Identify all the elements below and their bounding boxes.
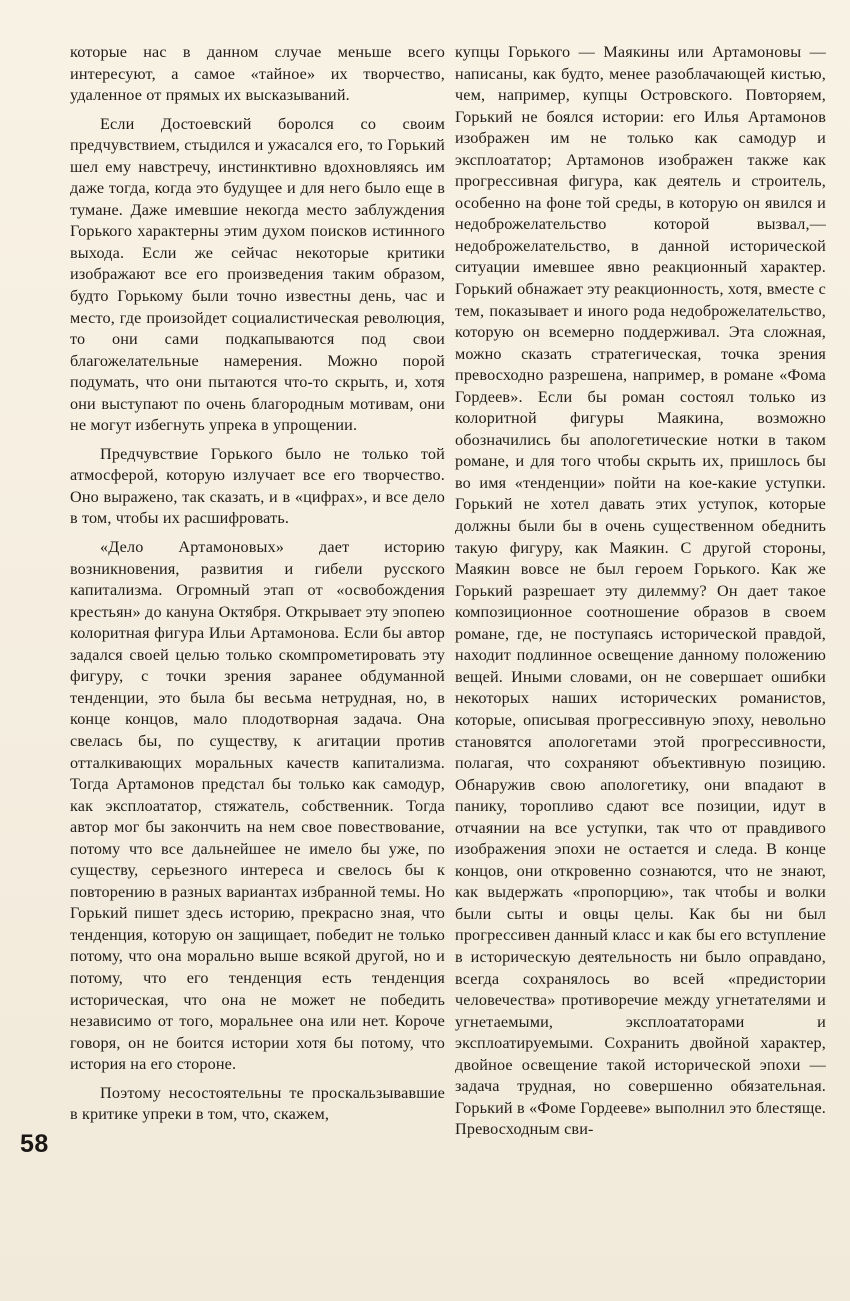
paragraph: Предчувствие Горького было не только той атмосферой, которую излучает все его творчество. Оно выражено, так сказать, и в «цифрах», и все дело в том, чтобы их расшифровать. xyxy=(70,444,445,528)
page-number: 58 xyxy=(20,1130,49,1158)
paragraph: купцы Горького — Маякины или Артамоновы — написаны, как будто, менее разоблачающей кистью, чем, например, купцы Островского. Повторяем, Горький не боялся истории: его Илья Артамонов изображен им не только как самодур и эксплоататор; Артамонов изображен также как прогрессивная фигура, как деятель и строитель, особенно на фоне той среды, в которую он явился и недоброжелательство которой вызвал,— недоброжелательство, в данной исторической ситуации имевшее явно реакционный характер. Горький обнажает эту реакционность, хотя, вместе с тем, показывает и иного рода недоброжелательство, которую он всемерно поддерживал. Эта сложная, можно сказать стратегическая, точка зрения превосходно разрешена, например, в романе «Фома Гордеев». Если бы роман состоял только из колоритной фигуры Маякина, возможно обозначились бы апологетические нотки в таком романе, и для того чтобы скрыть их, пришлось бы во имя «тенденции» пойти на кое-какие уступки. Горький не хотел давать этих уступок, которые должны были бы в очень существенном обеднить такую фигуру, как Маякин. С другой стороны, Маякин вовсе не был героем Горького. Как же Горький разрешает эту дилемму? Он дает такое композиционное соотношение образов в своем романе, где, не поступаясь исторической правдой, находит подлинное освещение данному положению вещей. Иными словами, он не совершает ошибки некоторых наших исторических романистов, которые, описывая прогрессивную эпоху, невольно становятся апологетами этой прогрессивности, полагая, что сохраняют объективную позицию. Обнаружив свою апологетику, они впадают в панику, торопливо сдают все позиции, идут в отчаянии на все уступки, так что от правдивого изображения эпохи не остается и следа. В конце концов, они откровенно сознаются, что не знают, как выдержать «пропорцию», так чтобы и волки были сыты и овцы целы. Как бы ни был прогрессивен данный класс и как бы его вступление в историческую деятельность ни было оправдано, всегда сохранялось во всей «предистории человечества» противоречие между угнетателями и угнетаемыми, эксплоататорами и эксплоатируемыми. Сохранить двойной характер, двойное освещение такой исторической эпохи — задача трудная, но совершенно обязательная. Горький в «Фоме Гордееве» выполнил это блестяще. Превосходным сви- xyxy=(455,43,826,1139)
left-column xyxy=(70,42,445,1126)
right-column xyxy=(455,42,826,1141)
paragraph: Если Достоевский боролся со своим предчувствием, стыдился и ужасался его, то Горький шел ему навстречу, инстинктивно вдохновляясь им даже тогда, когда это будущее и для него было еще в тумане. Даже имевшие некогда место заблуждения Горького характерны этим духом поисков истинного выхода. Если же сейчас некоторые критики изображают все его произведения таким образом, будто Горькому были точно известны день, час и место, где произойдет социалистическая революция, то они сами подкапываются под свои благожелательные намерения. Можно порой подумать, что они пытаются что-то скрыть, и, хотя они выступают по очень благородным мотивам, они не могут избегнуть упрека в упрощении. xyxy=(70,114,445,435)
paragraph: Поэтому несостоятельны те проскальзывавшие в критике упреки в том, что, скажем, xyxy=(70,1083,445,1124)
paragraph: «Дело Артамоновых» дает историю возникновения, развития и гибели русского капитализма. Огромный этап от «освобождения крестьян» до кануна Октября. Открывает эту эпопею колоритная фигура Ильи Артамонова. Если бы автор задался своей целью только скомпрометировать эту фигуру, с точки зрения заранее обдуманной тенденции, это была бы весьма нетрудная, но, в конце концов, мало плодотворная задача. Она свелась бы, по существу, к агитации против отталкивающих моральных качеств капитализма. Тогда Артамонов предстал бы только как самодур, как эксплоататор, стяжатель, собственник. Тогда автор мог бы закончить на нем свое повествование, потому что все дальнейшее не имело бы уже, по существу, серьезного интереса и свелось бы к повторению в разных вариантах избранной темы. Но Горький пишет здесь историю, прекрасно зная, что тенденция, которую он защищает, победит не только потому, что она морально выше всякой другой, но и потому, что его тенденция есть тенденция историческая, что она не может не победить независимо от того, моральнее она или нет. Короче говоря, он не боится истории хотя бы потому, что история на его стороне. xyxy=(70,538,445,1074)
paragraph: которые нас в данном случае меньше всего интересуют, а самое «тайное» их творчество, удаленное от прямых их высказываний. xyxy=(70,43,445,105)
